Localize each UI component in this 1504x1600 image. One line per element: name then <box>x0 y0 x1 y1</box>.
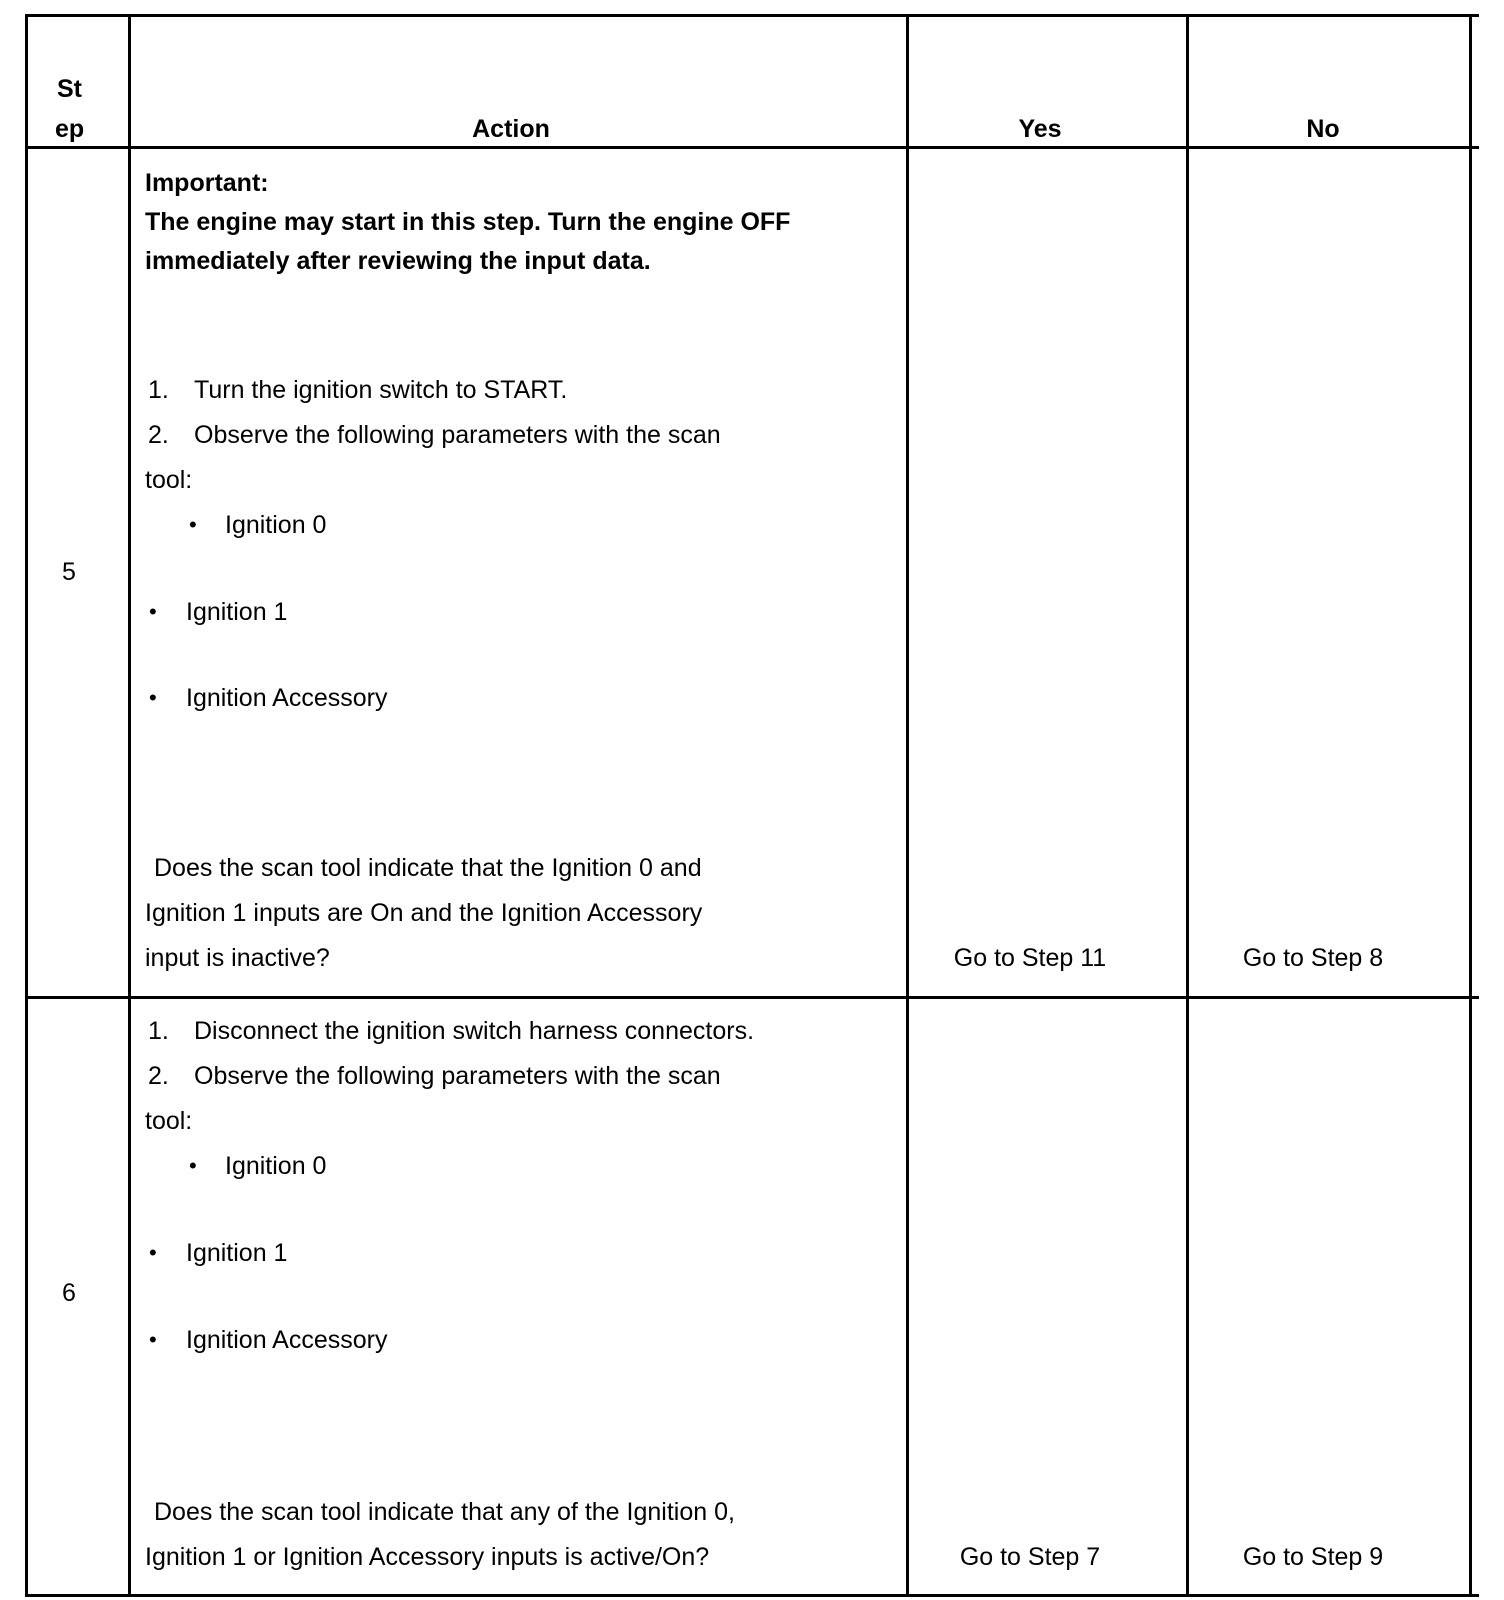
instruction-number: 2. <box>148 421 169 449</box>
bullet-icon: • <box>189 512 197 537</box>
yes-outcome: Go to Step 11 <box>953 944 1107 972</box>
bullet-icon: • <box>149 599 157 624</box>
column-divider-yes <box>1186 14 1189 1597</box>
parameter-item: Ignition 0 <box>225 511 327 539</box>
instruction-number: 2. <box>148 1062 169 1090</box>
bullet-icon: • <box>149 1327 157 1352</box>
header-step-line2: ep <box>55 115 85 143</box>
row-divider <box>25 996 1479 999</box>
question-line: Does the scan tool indicate that the Ignition 0 and <box>154 854 702 882</box>
table-border-bottom <box>25 1594 1479 1597</box>
step-number: 5 <box>62 558 76 586</box>
instruction-number: 1. <box>148 376 169 404</box>
instruction-text: Turn the ignition switch to START. <box>194 376 568 404</box>
question-line: Does the scan tool indicate that any of the Ignition 0, <box>154 1498 735 1526</box>
bullet-icon: • <box>189 1153 197 1178</box>
table-border-left <box>25 14 28 1597</box>
column-divider-action <box>906 14 909 1597</box>
parameter-item: Ignition 1 <box>186 1239 288 1267</box>
header-yes: Yes <box>1018 115 1062 143</box>
parameter-item: Ignition 0 <box>225 1152 327 1180</box>
instruction-text: Observe the following parameters with the scan <box>194 1062 721 1090</box>
table-border-top <box>25 14 1479 17</box>
no-outcome: Go to Step 9 <box>1242 1543 1384 1571</box>
important-note-line2: immediately after reviewing the input data. <box>145 247 651 275</box>
bullet-icon: • <box>149 1240 157 1265</box>
header-action: Action <box>472 115 550 143</box>
column-divider-step <box>128 14 131 1597</box>
question-line: Ignition 1 or Ignition Accessory inputs is active/On? <box>145 1543 710 1571</box>
instruction-text: Observe the following parameters with the scan <box>194 421 721 449</box>
header-divider <box>25 146 1479 149</box>
instruction-text-wrap: tool: <box>145 466 193 494</box>
instruction-text-wrap: tool: <box>145 1107 193 1135</box>
parameter-item: Ignition 1 <box>186 598 288 626</box>
instruction-number: 1. <box>148 1017 169 1045</box>
header-no: No <box>1306 115 1340 143</box>
header-step-line1: St <box>57 75 82 103</box>
question-line: input is inactive? <box>145 944 330 972</box>
yes-outcome: Go to Step 7 <box>959 1543 1101 1571</box>
important-label: Important: <box>145 169 269 197</box>
bullet-icon: • <box>149 685 157 710</box>
parameter-item: Ignition Accessory <box>186 684 388 712</box>
no-outcome: Go to Step 8 <box>1242 944 1384 972</box>
parameter-item: Ignition Accessory <box>186 1326 388 1354</box>
important-note-line1: The engine may start in this step. Turn the engine OFF <box>145 208 791 236</box>
instruction-text: Disconnect the ignition switch harness connectors. <box>194 1017 755 1045</box>
table-border-right <box>1469 14 1472 1597</box>
question-line: Ignition 1 inputs are On and the Ignition Accessory <box>145 899 703 927</box>
step-number: 6 <box>62 1279 76 1307</box>
